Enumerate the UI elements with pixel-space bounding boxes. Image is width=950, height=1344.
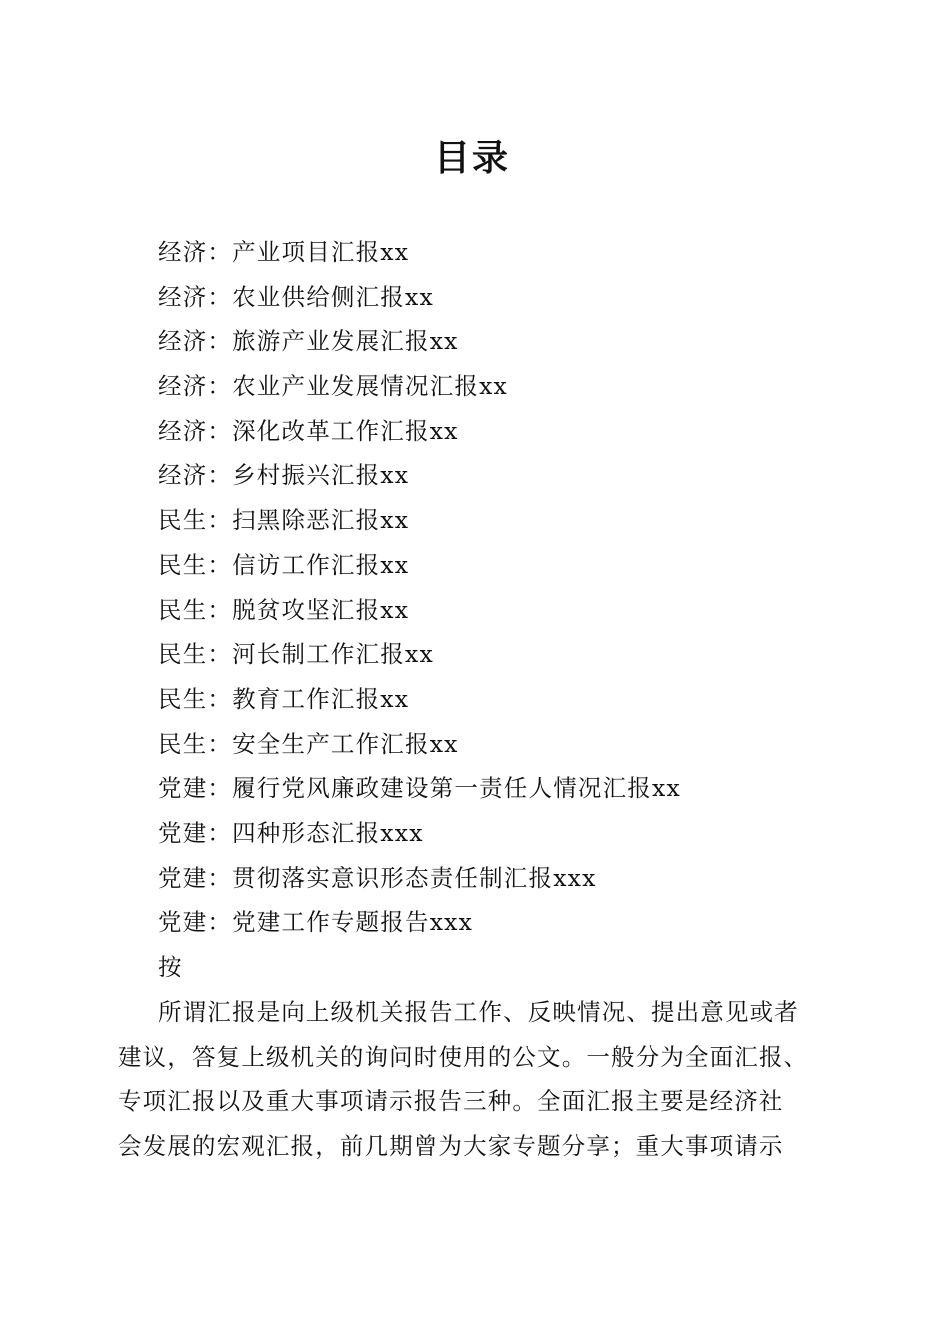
paragraph-line: 会发展的宏观汇报，前几期曾为大家专题分享；重大事项请示	[118, 1132, 784, 1161]
toc-item: 民生：安全生产工作汇报xx	[158, 729, 459, 758]
toc-item: 经济：旅游产业发展汇报xx	[158, 327, 459, 356]
paragraph-line: 所谓汇报是向上级机关报告工作、反映情况、提出意见或者	[158, 998, 799, 1026]
toc-item: 经济：乡村振兴汇报xx	[158, 461, 410, 490]
toc-item: 党建：党建工作专题报告xxx	[158, 908, 474, 937]
toc-item: 党建：四种形态汇报xxx	[158, 818, 424, 847]
table-of-contents	[158, 230, 681, 945]
toc-item: 民生：河长制工作汇报xx	[158, 640, 434, 669]
paragraph-line: 建议，答复上级机关的询问时使用的公文。一般分为全面汇报、	[118, 1042, 809, 1071]
paragraph-line: 专项汇报以及重大事项请示报告三种。全面汇报主要是经济社	[118, 1087, 784, 1116]
toc-item: 民生：扫黑除恶汇报xx	[158, 506, 410, 535]
page-title: 目录	[433, 137, 510, 179]
toc-item: 党建：贯彻落实意识形态责任制汇报xxx	[158, 863, 597, 892]
body-paragraph	[118, 990, 838, 1169]
toc-item: 民生：信访工作汇报xx	[158, 550, 410, 579]
toc-item: 经济：深化改革工作汇报xx	[158, 416, 459, 445]
toc-item: 经济：农业供给侧汇报xx	[158, 282, 434, 311]
toc-item: 民生：脱贫攻坚汇报xx	[158, 595, 410, 624]
an-note-label: 按	[158, 953, 182, 981]
toc-item: 经济：产业项目汇报xx	[158, 238, 410, 266]
toc-item: 党建：履行党风廉政建设第一责任人情况汇报xx	[158, 774, 681, 803]
toc-item: 民生：教育工作汇报xx	[158, 684, 410, 713]
toc-item: 经济：农业产业发展情况汇报xx	[158, 372, 509, 401]
